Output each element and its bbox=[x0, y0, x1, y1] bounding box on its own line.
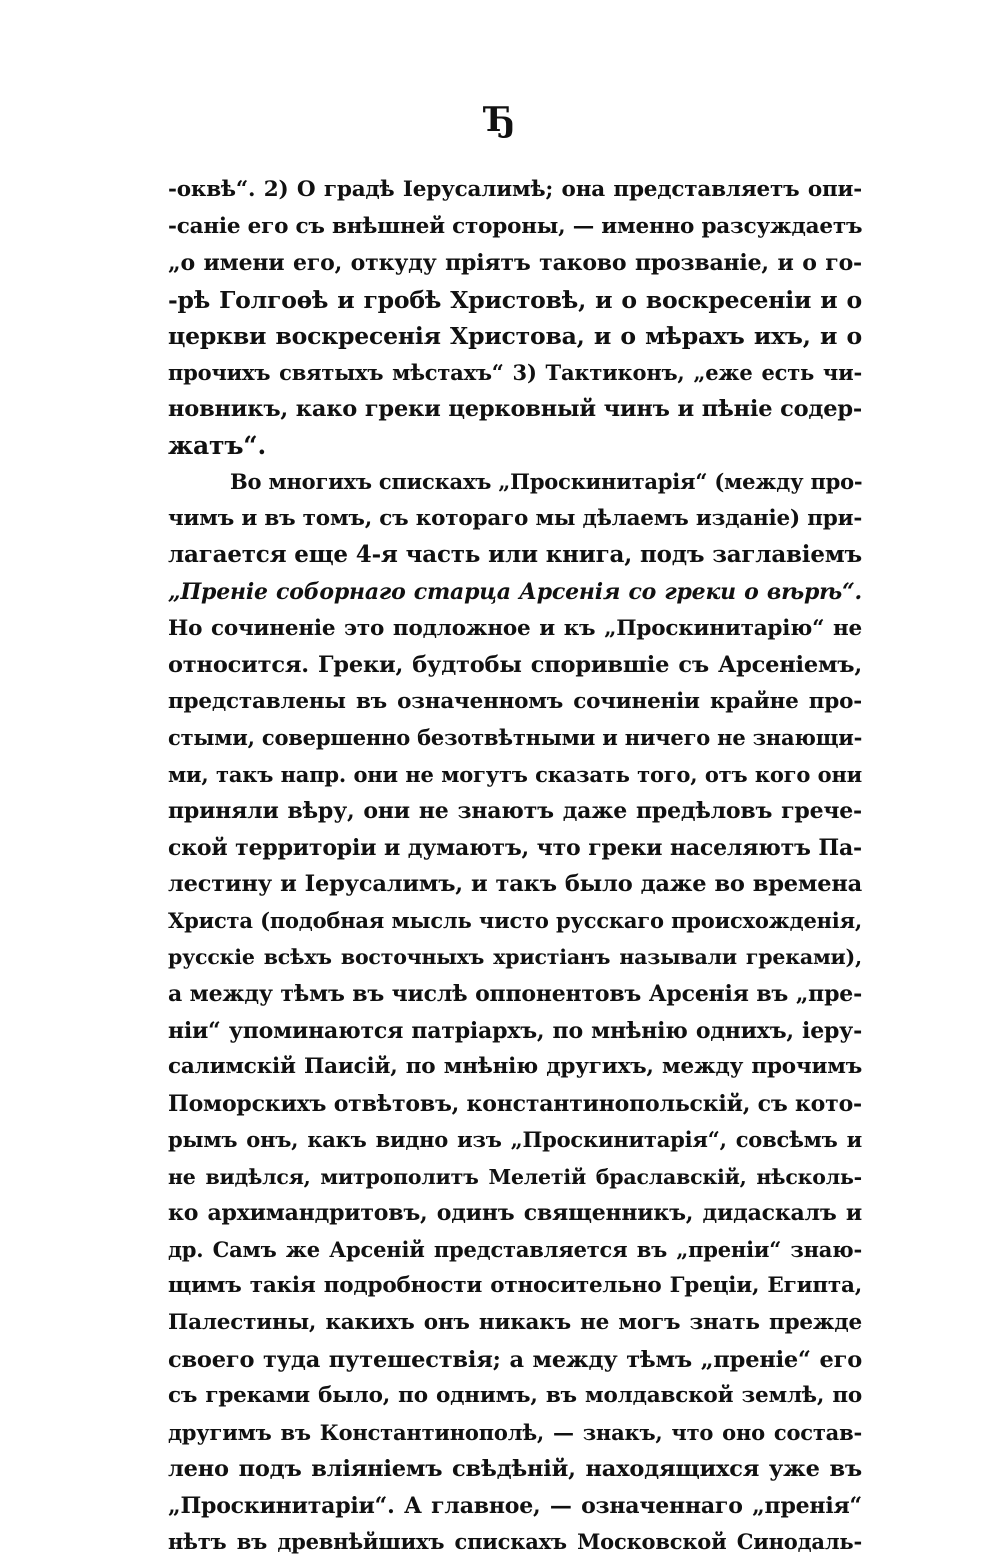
text-line: своего туда путешествія; а между тѣмъ „преніе“ его bbox=[168, 1346, 862, 1373]
page-number: Ђ bbox=[484, 100, 516, 140]
text-line: стыми, совершенно безотвѣтными и ничего не знающи- bbox=[168, 725, 863, 751]
text-line: др. Самъ же Арсеній представляется въ „преніи“ знаю- bbox=[168, 1236, 862, 1262]
text-line: нѣтъ въ древнѣйшихъ спискахъ Московской Синодаль- bbox=[168, 1529, 862, 1555]
text-line: -оквѣ“. 2) О градѣ Іерусалимѣ; она представляетъ опи- bbox=[168, 177, 862, 202]
text-line: „Преніе соборнаго старца Арсенія со греки о вѣрѣ“. bbox=[168, 579, 862, 606]
text-line: приняли вѣру, они не знаютъ даже предѣловъ грече- bbox=[168, 798, 862, 825]
text-line: съ греками было, по однимъ, въ молдавской землѣ, по bbox=[168, 1383, 862, 1409]
text-line: ской территоріи и думаютъ, что греки населяютъ Па- bbox=[168, 834, 862, 861]
text-line: салимскій Паисій, по мнѣнію другихъ, между прочимъ bbox=[168, 1054, 862, 1080]
text-line: русскіе всѣхъ восточныхъ христіанъ называли греками), bbox=[168, 945, 862, 970]
text-line: лагается еще 4-я часть или книга, подъ заглавіемъ bbox=[168, 541, 862, 569]
text-body bbox=[168, 172, 862, 1561]
text-line: новникъ, како греки церковный чинъ и пѣніе содер- bbox=[168, 396, 862, 423]
text-line: церкви воскресенія Христова, и о мѣрахъ ихъ, и о bbox=[168, 322, 862, 351]
text-line: Но сочиненіе это подложное и къ „Проскинитарію“ не bbox=[168, 615, 862, 641]
text-line: рымъ онъ, какъ видно изъ „Проскинитарія“, совсѣмъ и bbox=[168, 1127, 862, 1153]
text-line: чимъ и въ томъ, съ котораго мы дѣлаемъ изданіе) при- bbox=[168, 505, 863, 531]
text-line: ніи“ упоминаются патріархъ, по мнѣнію однихъ, іеру- bbox=[168, 1017, 862, 1044]
text-line: -рѣ Голгоѳѣ и гробѣ Христовѣ, и о воскресеніи и о bbox=[168, 285, 862, 314]
text-line: -саніе его съ внѣшней стороны, — именно разсуждаетъ bbox=[168, 213, 863, 239]
paragraph-start-line: Во многихъ спискахъ „Проскинитарія“ (между про- bbox=[230, 469, 863, 495]
text-line: щимъ такія подробности относительно Греціи, Египта, bbox=[168, 1273, 862, 1299]
text-line: ми, такъ напр. они не могутъ сказать того, отъ кого они bbox=[168, 761, 862, 787]
text-line: не видѣлся, митрополитъ Мелетій браславскій, нѣсколь- bbox=[168, 1164, 862, 1189]
text-line: жатъ“. bbox=[168, 430, 266, 460]
text-line: „о имени его, откуду пріятъ таково прозваніе, и о го- bbox=[168, 250, 862, 277]
text-line: лено подъ вліяніемъ свѣдѣній, находящихся уже въ bbox=[168, 1456, 862, 1483]
text-line: „Проскинитаріи“. А главное, — означеннаго „пренія“ bbox=[168, 1492, 862, 1519]
text-line: Палестины, какихъ онъ никакъ не могъ знать прежде bbox=[168, 1309, 862, 1335]
text-line: а между тѣмъ въ числѣ оппонентовъ Арсенія въ „пре- bbox=[168, 981, 862, 1008]
text-line: прочихъ святыхъ мѣстахъ“ 3) Тактиконъ, „еже есть чи- bbox=[168, 359, 862, 385]
text-line: Поморскихъ отвѣтовъ, константинопольскій, съ кото- bbox=[168, 1090, 862, 1117]
text-line: относится. Греки, будтобы спорившіе съ Арсеніемъ, bbox=[168, 652, 862, 679]
text-line: представлены въ означенномъ сочиненіи крайне про- bbox=[168, 688, 862, 714]
text-line: лестину и Іерусалимъ, и такъ было даже во времена bbox=[168, 871, 862, 898]
text-line: Христа (подобная мысль чисто русскаго происхожденія, bbox=[168, 907, 862, 933]
text-line: другимъ въ Константинополѣ, — знакъ, что оно состав- bbox=[168, 1419, 862, 1445]
text-line: ко архимандритовъ, одинъ священникъ, дидаскалъ и bbox=[168, 1200, 862, 1227]
